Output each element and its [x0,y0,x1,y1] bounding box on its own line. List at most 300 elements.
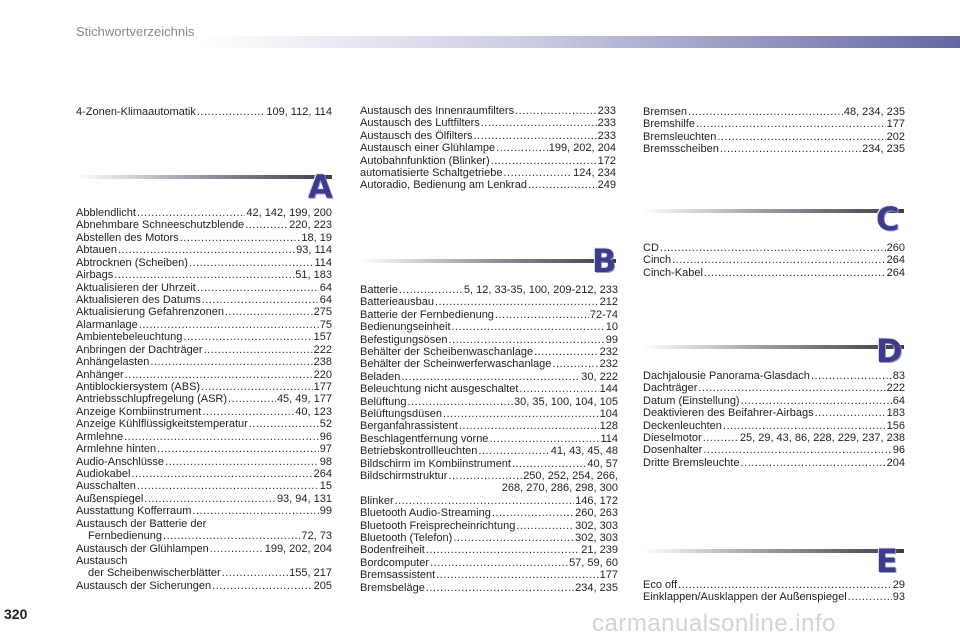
index-pages: 275 [313,306,332,319]
header-gradient-bar [200,36,960,48]
index-term: Ausschalten [76,480,136,493]
index-term: Dachjalousie Panorama-Glasdach [643,370,810,382]
index-term: Anzeige Kühlflüssigkeitstemperatur [76,418,248,431]
dot-leader [528,179,597,191]
index-term: Deckenleuchten [643,419,722,432]
dot-leader [401,371,580,383]
dot-leader [703,444,891,456]
index-term: Beladen [360,370,401,383]
dot-leader [212,580,312,592]
index-entry [360,420,618,432]
index-pages: 57, 59, 60 [569,556,618,569]
index-term: Austausch der Sicherungen [76,579,212,592]
dot-leader [407,396,513,408]
index-pages: 144 [599,383,618,396]
index-pages: 75 [319,318,332,331]
dot-leader [201,381,313,393]
index-entry [76,232,332,244]
index-entry [360,532,618,544]
dot-leader [180,232,301,244]
index-pages: 93, 94, 131 [276,492,332,505]
index-entry [360,383,618,395]
index-entry [643,432,905,444]
index-term: Bodenfreiheit [360,544,425,557]
index-pages: 157 [313,331,332,344]
index-pages: 25, 29, 43, 86, 228, 229, 237, 238 [739,432,905,444]
index-pages: 177 [886,118,905,131]
index-pages: 183 [886,407,905,420]
index-pages: 104 [599,408,618,420]
index-entry [360,433,618,445]
index-pages: 99 [319,505,332,518]
index-term: Austausch der Batterie der [76,517,207,530]
index-entry [360,396,618,408]
dot-leader [717,131,885,143]
index-term: Bremsleuchten [643,130,717,143]
index-term: Dachträger [643,382,698,395]
index-term: Bremshilfe [643,118,695,131]
index-pages: 264 [313,468,332,481]
index-pages: 48, 234, 235 [843,106,905,118]
index-term: Autobahnfunktion (Blinker) [360,154,490,167]
index-term: Abstellen des Motors [76,231,179,244]
index-term: Bremsen [643,106,688,118]
index-pages: 96 [892,444,905,457]
dot-leader [225,306,313,318]
index-entry [643,254,905,266]
index-entry [360,408,618,420]
index-pages: 10 [605,321,618,334]
dot-leader [459,420,599,432]
index-term: Belüftung [360,395,407,408]
index-term: Airbags [76,269,114,282]
section-letter-a: A [308,168,333,206]
index-entry [360,179,616,191]
dot-leader [137,207,245,219]
index-entry [360,458,618,470]
index-entry [76,431,332,443]
dot-leader [436,569,598,581]
index-term: Befestigungsösen [360,333,448,346]
index-pages: 199, 202, 204 [264,542,332,555]
index-pages: 302, 303 [575,519,618,532]
dot-leader [448,334,604,346]
dot-leader [197,282,319,294]
dot-leader [426,582,574,594]
index-pages: 109, 112, 114 [266,106,332,118]
index-pages: 234, 235 [862,143,905,156]
dot-leader [245,219,288,231]
dot-leader [210,543,264,555]
dot-leader [395,495,575,507]
index-term: Austausch des Innenraumfilters [360,105,515,117]
index-entry [360,495,618,507]
index-term: Bremsscheiben [643,143,719,156]
index-pages: 177 [599,569,618,582]
index-entry [643,420,905,432]
index-term: Anbringen der Dachträger [76,343,203,356]
dot-leader [426,544,580,556]
index-pages: 202 [886,130,905,143]
index-term: Ausstattung Kofferraum [76,505,192,518]
dot-leader [552,358,598,370]
dot-leader [183,331,312,343]
dot-leader [435,296,599,308]
index-term: der Scheibenwischerblätter [88,567,221,580]
dot-leader [703,432,739,444]
index-pages: 232 [599,358,618,371]
index-entry [643,382,905,394]
index-term: Austausch einer Glühlampe [360,142,496,155]
dot-leader [815,407,886,419]
dot-leader [720,143,861,155]
index-pages: 204 [886,456,905,469]
index-pages: 128 [599,420,618,433]
index-term: Deaktivieren des Beifahrer-Airbags [643,407,814,420]
section-e-divider [642,546,904,556]
dot-leader [672,254,886,266]
section-letter-b: B [592,242,617,280]
dot-leader [489,433,599,445]
index-pages: 45, 49, 177 [276,393,332,406]
dot-leader [492,507,574,519]
index-entry [643,131,905,143]
index-pages: 233 [597,129,616,142]
index-pages: 222 [313,343,332,356]
section-letter-c: C [876,200,900,238]
index-term: Bordcomputer [360,556,430,569]
dot-leader [249,418,319,430]
index-term: Audio-Anschlüsse [76,455,165,468]
index-entry [76,580,332,592]
index-term: Belüftungsdüsen [360,408,442,420]
index-entry [643,591,905,603]
index-entry [360,520,618,532]
index-entry [643,579,905,591]
index-entry [76,356,332,368]
index-entry [360,142,616,154]
index-pages: 93, 114 [296,244,332,257]
index-entry [76,269,332,281]
dot-leader [222,567,288,579]
index-term: Antiblockiersystem (ABS) [76,381,201,394]
dot-leader [204,344,313,356]
index-entry [360,445,618,457]
index-term: Behälter der Scheibenwaschanlage [360,346,534,358]
index-term: Behälter der Scheinwerferwaschanlage [360,358,552,371]
index-term: Cinch [643,254,672,267]
dot-leader [741,395,892,407]
section-a-divider [76,172,332,182]
index-pages: 40, 123 [295,405,332,418]
index-pages: 15 [319,480,332,493]
index-pages: 83 [892,370,905,382]
index-term: Batterie der Fernbedienung [360,308,494,321]
index-entry [76,505,332,517]
index-term: 4-Zonen-Klimaautomatik [76,106,196,118]
index-term: Armlehne hinten [76,443,157,456]
index-entry [76,443,332,455]
index-pages: 177 [313,381,332,394]
index-pages: 72, 73 [301,530,332,543]
index-entry [76,257,332,269]
index-pages: 233 [597,105,616,117]
dot-leader [125,369,313,381]
index-pages: 51, 183 [295,269,332,282]
index-pages: 234, 235 [575,581,618,594]
dot-leader [515,105,597,117]
index-pages: 30, 35, 100, 104, 105 [514,395,618,408]
index-term: Bremsassistent [360,569,436,582]
index-entry [643,143,905,155]
index-term: automatisierte Schaltgetriebe [360,167,503,179]
index-term: Ambientebeleuchtung [76,331,183,344]
index-entry [360,569,618,581]
index-entry [76,319,332,331]
dot-leader [503,167,572,179]
index-entry [76,294,332,306]
page-number: 320 [4,606,28,622]
index-term: Batterieausbau [360,296,434,309]
index-entry [76,106,332,118]
index-term: Blinker [360,494,394,507]
index-pages: 155, 217 [289,567,332,580]
index-term: Bluetooth Freisprecheinrichtung [360,519,516,532]
index-entry [360,334,618,346]
dot-leader [704,267,886,279]
index-term: Bildschirm im Kombiinstrument [360,457,511,470]
index-term: Bremsbeläge [360,581,425,594]
index-entry [360,117,616,129]
index-entry [76,219,332,231]
index-pages: 21, 239 [581,544,618,557]
index-entry [360,296,618,308]
dot-leader [189,257,314,269]
index-pages: 212 [599,296,618,309]
index-entry [643,407,905,419]
dot-leader [443,408,599,420]
index-term: Batterie [360,284,398,296]
index-term: Beschlagentfernung vorne [360,432,489,445]
dot-leader [474,130,597,142]
index-pages: 199, 202, 204 [548,142,616,155]
index-term: Antriebsschlupfregelung (ASR) [76,393,228,406]
dot-leader [811,370,892,382]
index-entry [76,207,332,219]
dot-leader [534,346,599,358]
index-entry [643,267,905,279]
dot-leader [478,445,549,457]
index-pages: 264 [886,266,905,279]
dot-leader [114,269,294,281]
dot-leader [202,294,319,306]
index-pages: 72-74 [589,308,618,321]
index-entry [76,468,332,480]
page-header [0,0,960,56]
index-entry [76,567,332,579]
index-entry [643,457,905,469]
index-term: Audiokabel [76,468,131,481]
index-entry [643,370,905,382]
index-pages: 260 [886,242,905,254]
dot-leader [741,457,886,469]
index-entry [643,118,905,130]
index-pages: 268, 270, 286, 298, 300 [501,482,618,495]
index-pages: 249 [597,179,616,192]
index-entry [360,167,616,179]
index-term: Abtauen [76,244,117,257]
index-pages: 146, 172 [575,494,618,507]
dot-leader [723,420,886,432]
index-term: Aktualisieren des Datums [76,294,201,306]
section-letter-e: E [876,542,898,580]
dot-leader [118,244,295,256]
index-pages: 114 [600,432,618,445]
dot-leader [202,406,294,418]
index-term: Berganfahrassistent [360,420,458,433]
dot-leader [157,443,319,455]
dot-leader [491,155,597,167]
dot-leader [678,579,892,591]
dot-leader [848,591,892,603]
index-term: Bluetooth (Telefon) [360,532,453,544]
index-pages: 96 [319,430,332,443]
index-term: Austausch des Ölfilters [360,129,473,142]
index-entry [76,530,332,542]
dot-leader [481,117,597,129]
index-term: Außenspiegel [76,492,144,505]
dot-leader [495,309,589,321]
dot-leader [131,468,312,480]
dot-leader [150,356,312,368]
index-pages: 99 [605,333,618,346]
index-entry [360,358,618,370]
header-title: Stichwortverzeichnis [76,24,195,39]
index-term: Bedienungseinheit [360,321,451,334]
index-pages: 114 [314,256,332,269]
index-pages: 264 [886,254,905,267]
dot-leader [144,493,276,505]
index-term: Beleuchtung nicht ausgeschaltet [360,383,519,396]
index-pages: 97 [319,443,332,456]
index-pages: 238 [313,356,332,369]
index-pages: 64 [892,394,905,407]
index-term: Dritte Bremsleuchte [643,456,740,469]
index-entry [76,282,332,294]
watermark-text: carmanualsonline.info [592,610,836,637]
index-entry [76,418,332,430]
index-term: Abtrocknen (Scheiben) [76,256,188,269]
index-entry [76,518,332,530]
dot-leader [660,242,886,254]
dot-leader [519,383,598,395]
dot-leader [696,118,886,130]
index-pages: 232 [599,346,618,358]
section-c-divider [642,206,904,216]
index-entry [360,284,618,296]
index-pages: 220 [313,368,332,381]
section-letter-d: D [876,332,903,370]
dot-leader [124,431,319,443]
index-pages: 93 [892,591,905,604]
index-pages: 98 [319,455,332,468]
index-entry [360,470,618,482]
index-term: Anzeige Kombiinstrument [76,405,202,418]
index-term: Aktualisieren der Uhrzeit [76,281,196,294]
index-entry [76,393,332,405]
dot-leader [192,505,318,517]
index-pages: 220, 223 [289,219,332,232]
index-pages: 64 [319,281,332,294]
index-term: Bluetooth Audio-Streaming [360,507,491,520]
index-entry [643,242,905,254]
index-entry [360,507,618,519]
index-entry [76,331,332,343]
index-entry [360,544,618,556]
index-pages: 156 [886,419,905,432]
index-term: Fernbedienung [88,530,163,543]
index-pages: 222 [886,382,905,395]
dot-leader [698,382,885,394]
index-term: Dosenhalter [643,444,703,457]
dot-leader [399,284,463,296]
index-term: CD [643,242,659,254]
index-pages: 5, 12, 33-35, 100, 209-212, 233 [463,284,618,296]
index-term: Eco off [643,579,678,591]
index-term: Autoradio, Bedienung am Lenkrad [360,179,527,192]
index-term: Armlehne [76,430,124,443]
index-pages: 18, 19 [301,231,332,244]
index-entry [360,582,618,594]
index-entry [360,321,618,333]
dot-leader [139,319,319,331]
index-term: Betriebskontrollleuchten [360,445,478,458]
dot-leader [496,142,548,154]
dot-leader [512,458,586,470]
index-pages: 40, 57 [587,457,618,470]
index-entry [76,369,332,381]
index-entry [76,244,332,256]
index-entry [76,306,332,318]
section-d-divider [642,342,904,352]
index-pages: 260, 263 [575,507,618,520]
dot-leader [453,532,574,544]
index-entry [76,480,332,492]
index-pages: 52 [319,418,332,431]
index-entry [360,371,618,383]
index-term: Datum (Einstellung) [643,394,740,407]
index-pages: 124, 234 [573,167,616,179]
index-entry [360,105,616,117]
index-entry [76,344,332,356]
index-entry [76,381,332,393]
index-entry [76,555,332,567]
dot-leader [452,321,605,333]
index-entry [360,557,618,569]
index-entry [643,395,905,407]
dot-leader [163,530,300,542]
dot-leader [448,470,522,482]
index-pages: 29 [892,579,905,591]
dot-leader [228,393,276,405]
index-term: Anhänger [76,368,124,381]
index-term: Austausch [76,555,128,568]
dot-leader [688,106,843,118]
dot-leader [197,106,266,118]
index-entry [76,406,332,418]
index-pages: 250, 252, 254, 266, [523,470,618,482]
index-term: Abblendlicht [76,207,136,219]
